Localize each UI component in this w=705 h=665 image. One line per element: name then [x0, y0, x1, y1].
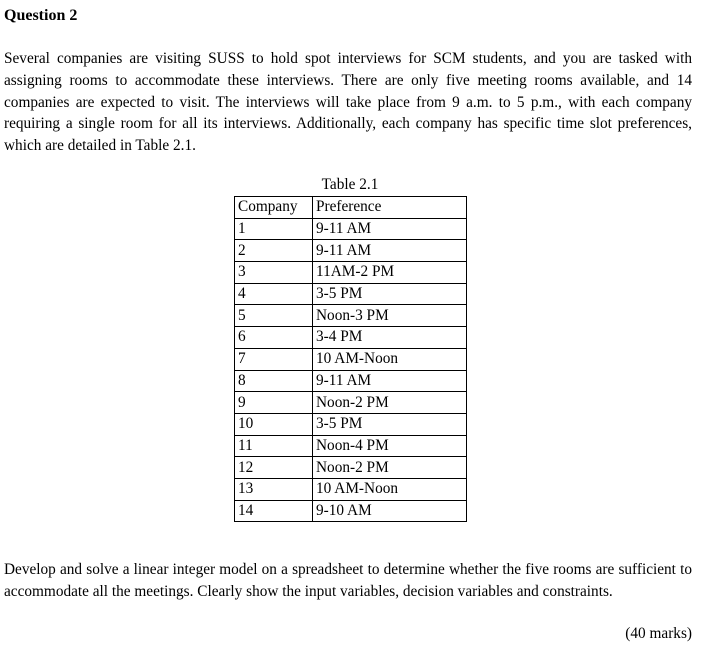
table-row [235, 500, 467, 522]
table-caption: Table 2.1 [321, 176, 379, 193]
company-cell: 5 [235, 305, 313, 327]
table-row [235, 240, 467, 262]
preference-cell: Noon-3 PM [313, 305, 467, 327]
preference-cell: 9-11 AM [313, 240, 467, 262]
preference-cell: Noon-4 PM [313, 435, 467, 457]
company-cell: 13 [235, 478, 313, 500]
company-cell: 8 [235, 370, 313, 392]
company-cell: 10 [235, 413, 313, 435]
company-cell: 6 [235, 327, 313, 349]
column-header-preference: Preference [313, 197, 467, 219]
table-row [235, 262, 467, 284]
question-instruction-paragraph: Develop and solve a linear integer model on a spreadsheet to determine whether the five rooms are sufficient to accommodate all the meetings. Clearly show the input variables, decision variables and constraints. [4, 561, 692, 600]
preference-cell: 10 AM-Noon [313, 348, 467, 370]
question-intro-paragraph: Several companies are visiting SUSS to hold spot interviews for SCM students, and you are tasked with assigning rooms to accommodate these interviews. There are only five meeting rooms available, and 14 companies are expected to visit. The interviews will take place from 9 a.m. to 5 p.m., with each company requiring a single room for all its interviews. Additionally, each company has specific time slot preferences, which are detailed in Table 2.1. [4, 50, 692, 155]
preference-cell: 10 AM-Noon [313, 478, 467, 500]
table-header-row [235, 197, 467, 219]
preference-cell: 3-4 PM [313, 327, 467, 349]
preference-cell: 9-11 AM [313, 370, 467, 392]
preference-cell: Noon-2 PM [313, 392, 467, 414]
table-row [235, 327, 467, 349]
table-row [235, 370, 467, 392]
company-cell: 11 [235, 435, 313, 457]
table-row [235, 392, 467, 414]
table-row [235, 478, 467, 500]
table-row [235, 218, 467, 240]
company-cell: 2 [235, 240, 313, 262]
company-cell: 4 [235, 283, 313, 305]
table-row [235, 457, 467, 479]
company-cell: 1 [235, 218, 313, 240]
table-row [235, 283, 467, 305]
preference-cell: 9-11 AM [313, 218, 467, 240]
preference-cell: 3-5 PM [313, 283, 467, 305]
company-cell: 9 [235, 392, 313, 414]
table-body [235, 218, 467, 522]
company-cell: 14 [235, 500, 313, 522]
company-cell: 7 [235, 348, 313, 370]
preference-table [234, 196, 467, 522]
preference-cell: 9-10 AM [313, 500, 467, 522]
marks-label: (40 marks) [625, 625, 692, 642]
column-header-company: Company [235, 197, 313, 219]
question-heading: Question 2 [4, 7, 78, 24]
preference-cell: 11AM-2 PM [313, 262, 467, 284]
preference-cell: 3-5 PM [313, 413, 467, 435]
table-row [235, 348, 467, 370]
preference-cell: Noon-2 PM [313, 457, 467, 479]
company-cell: 12 [235, 457, 313, 479]
table-row [235, 413, 467, 435]
table-row [235, 305, 467, 327]
table-row [235, 435, 467, 457]
company-cell: 3 [235, 262, 313, 284]
